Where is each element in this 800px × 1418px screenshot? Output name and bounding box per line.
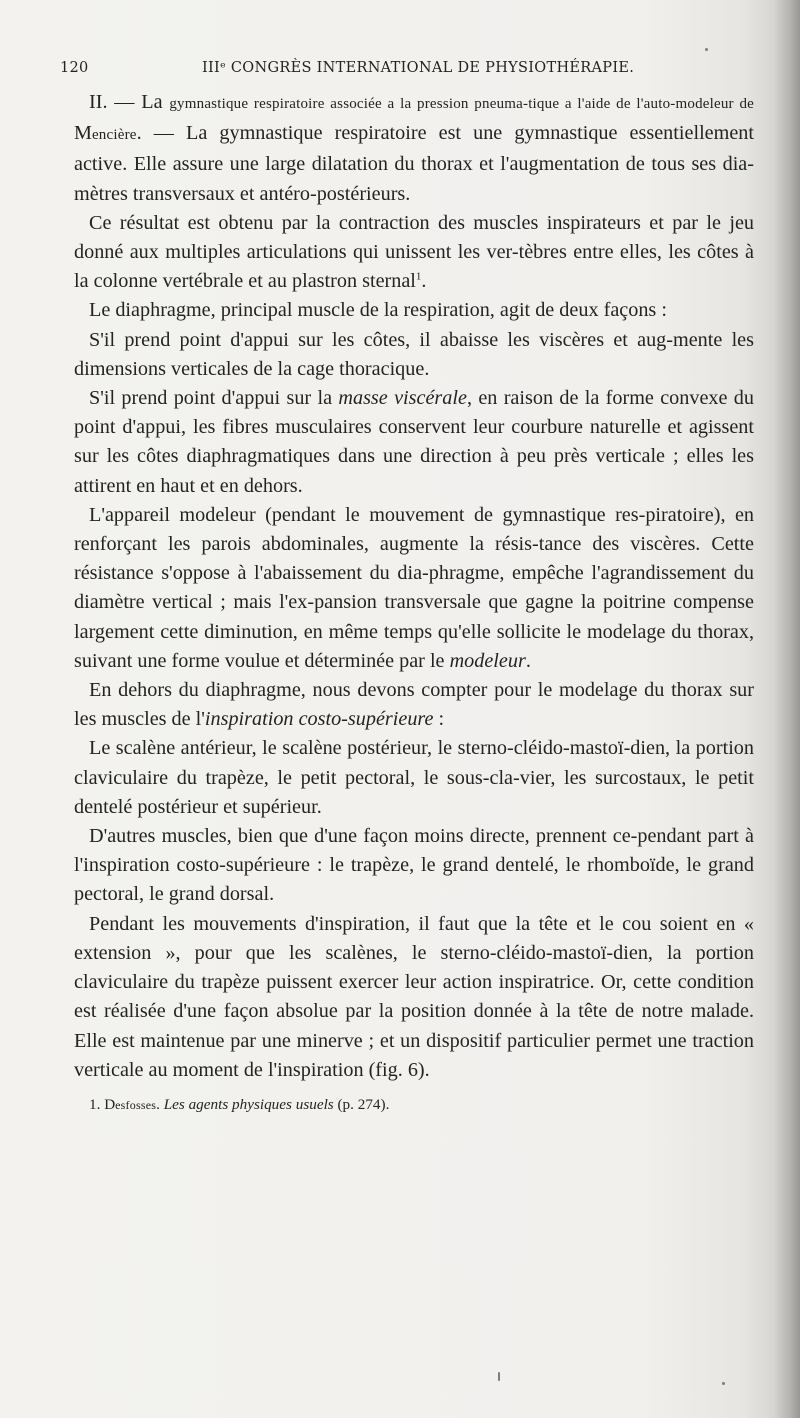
footnote-author: Desfosses	[104, 1095, 157, 1113]
running-title: IIIᵉ CONGRÈS INTERNATIONAL DE PHYSIOTHÉRAPIE.	[202, 60, 635, 76]
section-intro: . — La gymnastique respiratoire est une gymnastique essentiellement active. Elle assure une large dilatation du thorax et l'augmentation de tous ses dia-mètres transversaux et antéro-postérieurs.	[74, 122, 754, 205]
paper-speck	[705, 48, 708, 51]
page-number: 120	[60, 60, 89, 76]
paragraph-6: L'appareil modeleur (pendant le mouvement de gymnastique res-piratoire), en renforçant les parois abdominales, augmente la résis-tance des viscères. Cette résistance s'oppose à l'abaissement du dia-phragme, empêche l'agrandissement du diamètre vertical ; mais l'ex-pansion transversale que gagne la poitrine compense largement cette diminution, en même temps qu'elle sollicite le modelage du thorax, suivant une forme voulue et déterminée par le modeleur.	[74, 503, 754, 672]
section-heading-paragraph	[74, 88, 754, 209]
paragraph-9: D'autres muscles, bien que d'une façon moins directe, prennent ce-pendant part à l'inspiration costo-supérieure : le trapèze, le grand dentelé, le rhomboïde, le grand pectoral, le grand dorsal.	[74, 825, 754, 906]
emphasis-inspiration: inspiration costo-supérieure	[204, 708, 434, 731]
spine-shadow	[774, 0, 800, 1418]
footnote-title: Les agents physiques usuels	[163, 1095, 334, 1113]
footnote-reference: (p. 274).	[333, 1095, 390, 1113]
section-title: La gymnastique respiratoire associée a la pression pneuma-tique a l'aide de l'auto-modeleur de Mencière	[74, 91, 754, 145]
paragraph-3: Le diaphragme, principal muscle de la respiration, agit de deux façons :	[89, 299, 667, 322]
paragraph-4: S'il prend point d'appui sur les côtes, il abaisse les viscères et aug-mente les dimensions verticales de la cage thoracique.	[74, 328, 754, 380]
emphasis-modeleur: modeleur	[449, 649, 526, 672]
footnote-ref: 1	[415, 270, 422, 283]
body-text	[74, 88, 754, 1085]
paragraph-7: En dehors du diaphragme, nous devons compter pour le modelage du thorax sur les muscles de l'inspiration costo-supérieure :	[74, 679, 754, 731]
section-number: II. —	[89, 91, 135, 113]
running-head	[60, 56, 754, 86]
page-content	[60, 56, 754, 1115]
paragraph-8: Le scalène antérieur, le scalène postérieur, le sterno-cléido-mastoï-dien, la portion claviculaire du trapèze, le petit pectoral, le sous-cla-vier, les surcostaux, le petit dentelé postérieur et supérieur.	[74, 737, 754, 818]
paper-speck	[498, 1372, 500, 1381]
paragraph-10: Pendant les mouvements d'inspiration, il faut que la tête et le cou soient en « extension », pour que les scalènes, le sterno-cléido-mastoï-dien, la portion claviculaire du trapèze puissent exercer leur action inspiratrice. Or, cette condition est réalisée d'une façon absolue par la position donnée à la tête de notre malade. Elle est maintenue par une minerve ; et un dispositif particulier permet une traction verticale au moment de l'inspiration (fig. 6).	[74, 912, 754, 1081]
emphasis-masse-viscerale: masse viscérale	[338, 387, 467, 410]
footnote-number: 1.	[89, 1095, 101, 1113]
paragraph-2: Ce résultat est obtenu par la contraction des muscles inspirateurs et par le jeu donné aux multiples articulations qui unissent les ver-tèbres entre elles, les côtes à la colonne vertébrale et au plastron sternal$^1$.	[74, 211, 754, 293]
footnote: 1. Desfosses. Les agents physiques usuels (p. 274).	[89, 1095, 390, 1113]
paper-speck	[722, 1382, 725, 1385]
paragraph-5: S'il prend point d'appui sur la masse viscérale, en raison de la forme convexe du point d'appui, les fibres musculaires conservent leur courbure naturelle et agissent sur les côtes diaphragmatiques dans une direction à peu près verticale ; elles les attirent en haut et en dehors.	[74, 387, 754, 497]
